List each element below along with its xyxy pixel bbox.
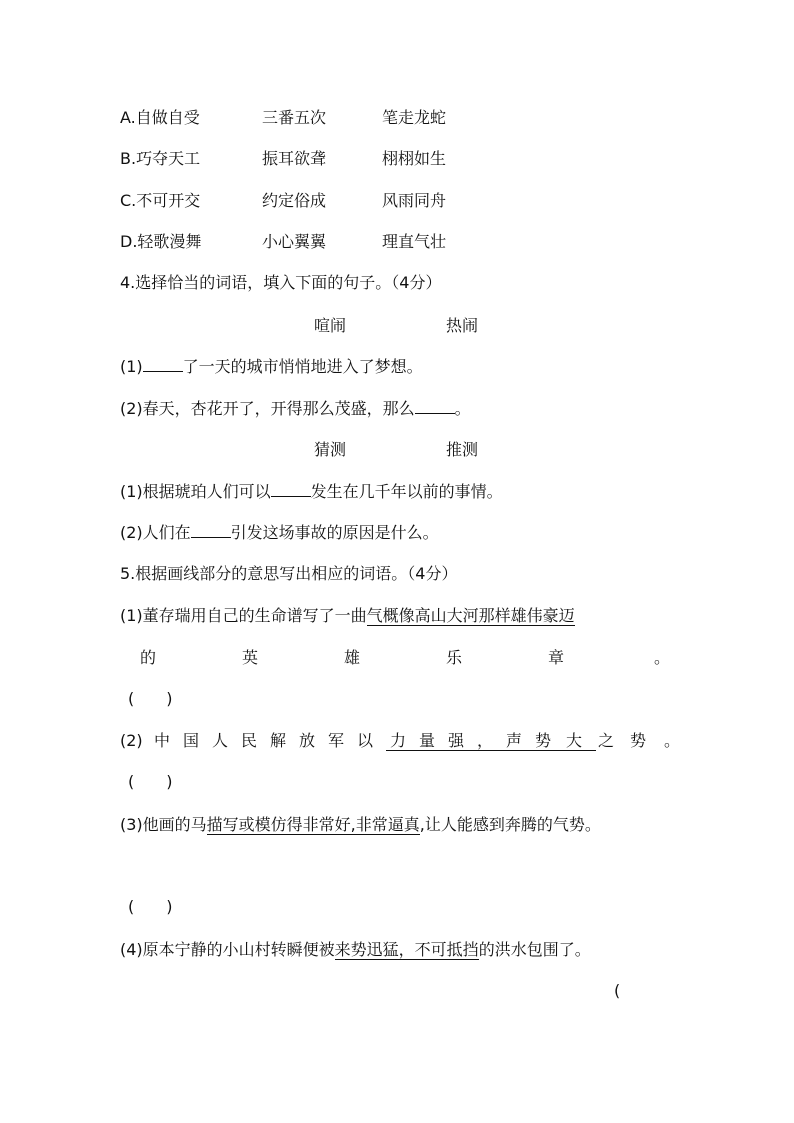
option-d-word2: 小心翼翼 — [262, 232, 327, 251]
option-d-word3: 理直气壮 — [382, 232, 447, 251]
q4-sentence-4 — [120, 523, 439, 543]
q5-i2-num: (2) — [120, 731, 143, 750]
q4-s1-blank[interactable] — [143, 357, 183, 372]
word-choice-renao: 热闹 — [446, 316, 479, 335]
q5-i2-char: 势 — [630, 731, 647, 750]
q5-item-3 — [120, 815, 601, 835]
q5-i3-answer-paren[interactable]: ( ) — [128, 897, 173, 916]
option-c — [120, 191, 446, 211]
q5-i2-u-char: 大 — [566, 731, 583, 750]
q5-i2-char: 放 — [299, 731, 316, 750]
q4-s3-prefix: (1)根据琥珀人们可以 — [120, 482, 271, 501]
q4-s2-suffix: 。 — [454, 399, 471, 418]
q5-i1-char: 英 — [242, 648, 259, 667]
q5-i2-char: 。 — [664, 731, 681, 750]
q5-i2-char: 军 — [328, 731, 345, 750]
q4-s2-prefix: (2)春天，杏花开了，开得那么茂盛，那么 — [120, 399, 415, 418]
word-choice-tuice: 推测 — [446, 440, 479, 459]
option-b-word1: B.巧夺天工 — [120, 149, 201, 168]
q5-i4-answer-paren[interactable]: ( — [614, 981, 621, 1000]
q5-i2-u-char: 势 — [535, 731, 552, 750]
option-d-word1: D.轻歌漫舞 — [120, 232, 202, 251]
q5-i3-prefix: (3)他画的马 — [120, 815, 207, 834]
q5-i3-underlined: 描写或模仿得非常好,非常逼真 — [206, 815, 420, 834]
q5-i2-u-char: 力 — [390, 731, 407, 750]
option-b-word3: 栩栩如生 — [382, 149, 447, 168]
option-c-word1: C.不可开交 — [120, 191, 201, 210]
q4-sentence-2 — [120, 399, 471, 419]
q5-i2-u-char: 强 — [448, 731, 465, 750]
q4-s4-blank[interactable] — [191, 523, 231, 538]
option-a-word2: 三番五次 — [262, 108, 327, 127]
q4-sentence-1 — [120, 357, 423, 377]
word-choice-caice: 猜测 — [314, 440, 347, 459]
q5-i2-char: 中 — [154, 731, 171, 750]
q4-s1-suffix: 了一天的城市悄悄地进入了梦想。 — [182, 357, 423, 376]
q5-item-1 — [120, 606, 575, 626]
q5-i2-char: 解 — [270, 731, 287, 750]
q5-i3-suffix: ,让人能感到奔腾的气势。 — [419, 815, 601, 834]
q5-i2-char: 以 — [357, 731, 374, 750]
q5-i1-underlined: 气概像高山大河那样雄伟豪迈 — [366, 606, 575, 625]
q5-i1-char: 的 — [140, 648, 157, 667]
q5-i2-u-char: ， — [477, 731, 494, 750]
option-a-word1: A.自做自受 — [120, 108, 200, 127]
q5-i2-char: 国 — [183, 731, 200, 750]
q5-i1-char: 雄 — [344, 648, 361, 667]
q4-title: 4.选择恰当的词语，填入下面的句子。（4分） — [120, 273, 442, 292]
q5-i4-suffix: 的洪水包围了。 — [478, 940, 591, 959]
option-d — [120, 232, 446, 252]
option-c-word3: 风雨同舟 — [382, 191, 447, 210]
q4-s1-prefix: (1) — [120, 357, 143, 376]
q5-i1-answer-paren[interactable]: ( ) — [128, 689, 173, 708]
q5-i2-char: 民 — [241, 731, 258, 750]
q4-sentence-3 — [120, 482, 503, 502]
q4-s2-blank[interactable] — [415, 399, 455, 414]
q5-i2-u-char: 声 — [506, 731, 523, 750]
q4-s3-blank[interactable] — [271, 482, 311, 497]
q4-s3-suffix: 发生在几千年以前的事情。 — [310, 482, 503, 501]
option-a-word3: 笔走龙蛇 — [382, 108, 447, 127]
q5-i2-u-char: 量 — [419, 731, 436, 750]
q5-i1-char: 章 — [548, 648, 565, 667]
q5-i2-answer-paren[interactable]: ( ) — [128, 772, 173, 791]
option-c-word2: 约定俗成 — [262, 191, 327, 210]
q5-i2-char: 人 — [212, 731, 229, 750]
option-a — [120, 108, 446, 128]
q5-i1-prefix: (1)董存瑞用自己的生命谱写了一曲 — [120, 606, 367, 625]
q5-i4-underlined: 来势迅猛，不可抵挡 — [334, 940, 479, 959]
q5-i2-char: 之 — [598, 731, 615, 750]
word-choice-xuannao: 喧闹 — [314, 316, 347, 335]
q5-i1-char: 。 — [654, 648, 671, 667]
q5-title: 5.根据画线部分的意思写出相应的词语。（4分） — [120, 564, 458, 583]
q4-s4-prefix: (2)人们在 — [120, 523, 191, 542]
q5-item-4 — [120, 940, 591, 960]
q4-s4-suffix: 引发这场事故的原因是什么。 — [230, 523, 439, 542]
q5-i1-char: 乐 — [446, 648, 463, 667]
option-b-word2: 振耳欲聋 — [262, 149, 327, 168]
q5-i4-prefix: (4)原本宁静的小山村转瞬便被 — [120, 940, 335, 959]
option-b — [120, 149, 446, 169]
